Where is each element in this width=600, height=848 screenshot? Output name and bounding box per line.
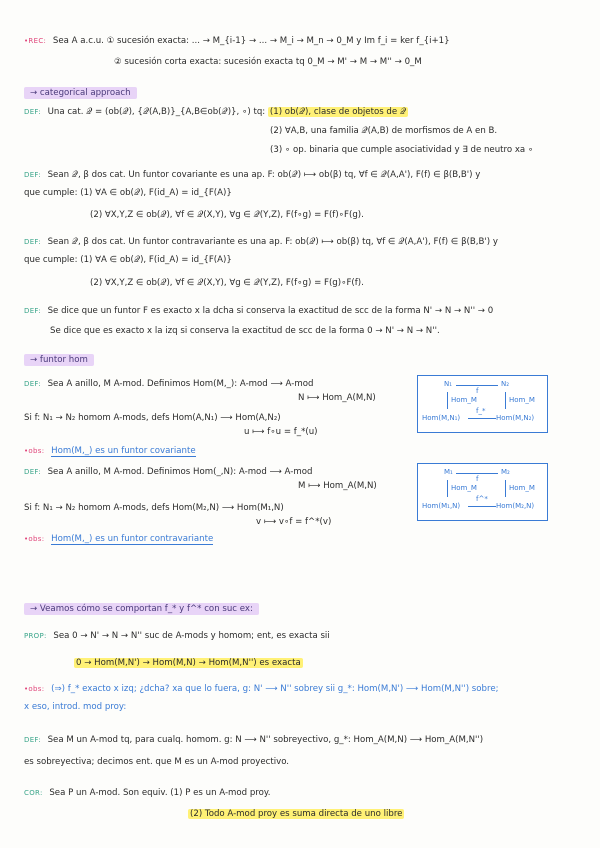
def1-text-3: (3) ∘ op. binaria que cumple asociatividad y ∃ de neutro xa ∘ (270, 145, 534, 155)
def3-line-3 (90, 277, 364, 289)
hom-covariant-diagram (417, 375, 548, 433)
box1-br: Hom(M,N₂) (496, 414, 535, 422)
cor-tag: COR: (24, 789, 43, 797)
box2-br: Hom(M₂,N) (496, 502, 535, 510)
section-heading-funtor-hom (24, 354, 94, 366)
box1-mid-label: f_* (476, 407, 486, 415)
section-heading-suc-ex (24, 603, 259, 615)
prop-text-1: Sea 0 → N' → N → N'' suc de A-mods y homom; ent, es exacta sii (53, 631, 330, 641)
cor-line-2 (188, 808, 404, 820)
def4-tag: DEF: (24, 307, 41, 315)
box2-left-label: Hom_M (451, 484, 477, 492)
cor-text-2: (2) Todo A-mod proy es suma directa de uno libre (190, 809, 403, 819)
prop-tag: PROP: (24, 632, 47, 640)
def1-text-1b: (1) ob(𝒬), clase de objetos de 𝒬 (269, 107, 407, 117)
def1-text-1a: Una cat. 𝒬 = (ob(𝒬), {𝒬(A,B)}_{A,B∈ob(𝒬)}, ∘) tq: (47, 107, 266, 117)
hom2-text-1: Sea A anillo, M A-mod. Definimos Hom(_,N): A-mod ⟶ A-mod (47, 467, 313, 477)
def5-text-1: Sea M un A-mod tq, para cualq. homom. g: N ⟶ N'' sobreyectivo, g_*: Hom_A(M,N) ⟶ Hom_A(M,N'') (47, 735, 484, 745)
rec-line-1 (24, 35, 450, 47)
prop-line-1 (24, 630, 330, 642)
box2-bottom-arrow (468, 506, 496, 507)
hom2-text-2: Si f: N₁ → N₂ homom A-mods, defs Hom(M₂,N) ⟶ Hom(M₁,N) (24, 503, 284, 513)
def3-text-2: que cumple: (1) ∀A ∈ ob(𝒬), F(id_A) = id_{F(A)} (24, 255, 232, 265)
def3-tag: DEF: (24, 238, 41, 246)
def2-text-2: que cumple: (1) ∀A ∈ ob(𝒬), F(id_A) = id_{F(A)} (24, 188, 232, 198)
def5-tag: DEF: (24, 736, 41, 744)
box1-right-label: Hom_M (509, 396, 535, 404)
box2-right-label: Hom_M (509, 484, 535, 492)
def4-text-2: Se dice que es exacto x la izq si conserva la exactitud de scc de la forma 0 → N' → N → N''. (50, 326, 440, 336)
hom2-obs-tag: •obs: (24, 535, 45, 543)
section-title-2: → funtor hom (24, 354, 94, 366)
section-heading-categorical (24, 87, 137, 99)
hom2-text-3: v ⟼ v∘f = f^*(v) (256, 517, 332, 527)
def5-line-1 (24, 734, 483, 746)
def4-text-1: Se dice que un funtor F es exacto x la dcha si conserva la exactitud de scc de la forma N' → N → N'' → 0 (47, 306, 494, 316)
box1-left-label: Hom_M (451, 396, 477, 404)
def3-text-1: Sean 𝒬, β dos cat. Un funtor contravariante es una ap. F: ob(𝒬) ⟼ ob(β) tq, ∀f ∈ 𝒬(A,A'), F(f) ∈ β(B,B') y (47, 237, 498, 247)
rec-tag: •REC: (24, 37, 47, 45)
box1-top-label: f (476, 387, 479, 395)
hom2-tag: DEF: (24, 468, 41, 476)
box1-tr: N₂ (501, 380, 510, 388)
hom1-text-2: Si f: N₁ → N₂ homom A-mods, defs Hom(A,N₁) ⟶ Hom(A,N₂) (24, 413, 281, 423)
hom2-line-2 (24, 502, 284, 514)
box2-top-arrow (456, 473, 498, 474)
hom1-text-3: u ⟼ f∘u = f_*(u) (244, 427, 318, 437)
def2-line-3 (90, 209, 364, 221)
obs3-text-1: (⇒) f_* exacto x izq; ¿dcha? xa que lo fuera, g: N' ⟶ N'' sobrey sii g_*: Hom(M,N') ⟶ Hom(M,N'') sobre; (51, 684, 499, 694)
section-title-1: → categorical approach (24, 87, 137, 99)
hom1-tag: DEF: (24, 380, 41, 388)
hom2-line-1b (298, 480, 377, 492)
box1-bl: Hom(M,N₁) (422, 414, 461, 422)
obs3-line-1 (24, 683, 499, 695)
def1-line-2 (270, 125, 497, 137)
def2-text-3: (2) ∀X,Y,Z ∈ ob(𝒬), ∀f ∈ 𝒬(X,Y), ∀g ∈ 𝒬(Y,Z), F(f∘g) = F(f)∘F(g). (90, 210, 364, 220)
box2-bl: Hom(M₁,N) (422, 502, 461, 510)
box1-right-arrow (505, 392, 506, 409)
def1-line-3 (270, 144, 533, 156)
obs3-line-2 (24, 701, 126, 713)
box2-tr: M₂ (501, 468, 510, 476)
rec-line-2 (114, 56, 422, 68)
hom2-obs (24, 533, 213, 545)
def1-text-2: (2) ∀A,B, una familia 𝒬(A,B) de morfismos de A en B. (270, 126, 498, 136)
obs3-tag: •obs: (24, 685, 45, 693)
hom2-line-1 (24, 466, 312, 478)
def3-line-2 (24, 254, 232, 266)
box1-top-arrow (456, 385, 498, 386)
cor-text-1: Sea P un A-mod. Son equiv. (1) P es un A-mod proy. (49, 788, 271, 798)
box2-top-label: f (476, 475, 479, 483)
hom1-line-3 (244, 426, 318, 438)
hom1-obs (24, 445, 196, 457)
prop-text-2: 0 → Hom(M,N') → Hom(M,N) → Hom(M,N'') es exacta (76, 658, 301, 668)
box1-bottom-arrow (468, 418, 496, 419)
prop-line-2 (74, 657, 303, 669)
def1-tag: DEF: (24, 108, 41, 116)
def2-text-1: Sean 𝒬, β dos cat. Un funtor covariante es una ap. F: ob(𝒬) ⟼ ob(β) tq, ∀f ∈ 𝒬(A,A'), F(f) ∈ β(B,B') y (47, 170, 481, 180)
box1-tl: N₁ (444, 380, 453, 388)
def5-text-2: es sobreyectiva; decimos ent. que M es un A-mod proyectivo. (24, 757, 290, 767)
def4-line-1 (24, 305, 493, 317)
rec-text-2: ② sucesión corta exacta: sucesión exacta tq 0_M → M' → M → M'' → 0_M (114, 57, 422, 67)
obs3-text-2: x eso, introd. mod proy: (24, 702, 127, 712)
hom1-line-2 (24, 412, 281, 424)
hom1-obs-tag: •obs: (24, 447, 45, 455)
def2-line-1 (24, 169, 480, 181)
box2-mid-label: f^* (476, 495, 488, 503)
def2-tag: DEF: (24, 171, 41, 179)
hom1-line-1b (298, 392, 376, 404)
hom-contravariant-diagram (417, 463, 548, 521)
box1-left-arrow (447, 392, 448, 409)
def4-line-2 (50, 325, 440, 337)
def3-line-1 (24, 236, 498, 248)
hom2-text-1b: M ⟼ Hom_A(M,N) (298, 481, 377, 491)
def1-line-1 (24, 106, 408, 118)
hom2-line-3 (256, 516, 331, 528)
cor-line-1 (24, 787, 271, 799)
box2-left-arrow (447, 480, 448, 497)
hom1-text-1: Sea A anillo, M A-mod. Definimos Hom(M,_): A-mod ⟶ A-mod (47, 379, 314, 389)
def3-text-3: (2) ∀X,Y,Z ∈ ob(𝒬), ∀f ∈ 𝒬(X,Y), ∀g ∈ 𝒬(Y,Z), F(f∘g) = F(g)∘F(f). (90, 278, 364, 288)
hom1-text-1b: N ⟼ Hom_A(M,N) (298, 393, 376, 403)
box2-right-arrow (505, 480, 506, 497)
def2-line-2 (24, 187, 232, 199)
hom1-obs-text: Hom(M,_) es un funtor covariante (51, 446, 196, 456)
section-title-3: → Veamos cómo se comportan f_* y f^* con suc ex: (24, 603, 259, 615)
hom1-line-1 (24, 378, 313, 390)
rec-text-1: Sea A a.c.u. ① sucesión exacta: ... → M_{i-1} → ... → M_i → M_n → 0_M y Im f_i = ker f_{i+1} (52, 36, 450, 46)
def5-line-2 (24, 756, 289, 768)
box2-tl: M₁ (444, 468, 453, 476)
hom2-obs-text: Hom(M,_) es un funtor contravariante (51, 534, 214, 544)
